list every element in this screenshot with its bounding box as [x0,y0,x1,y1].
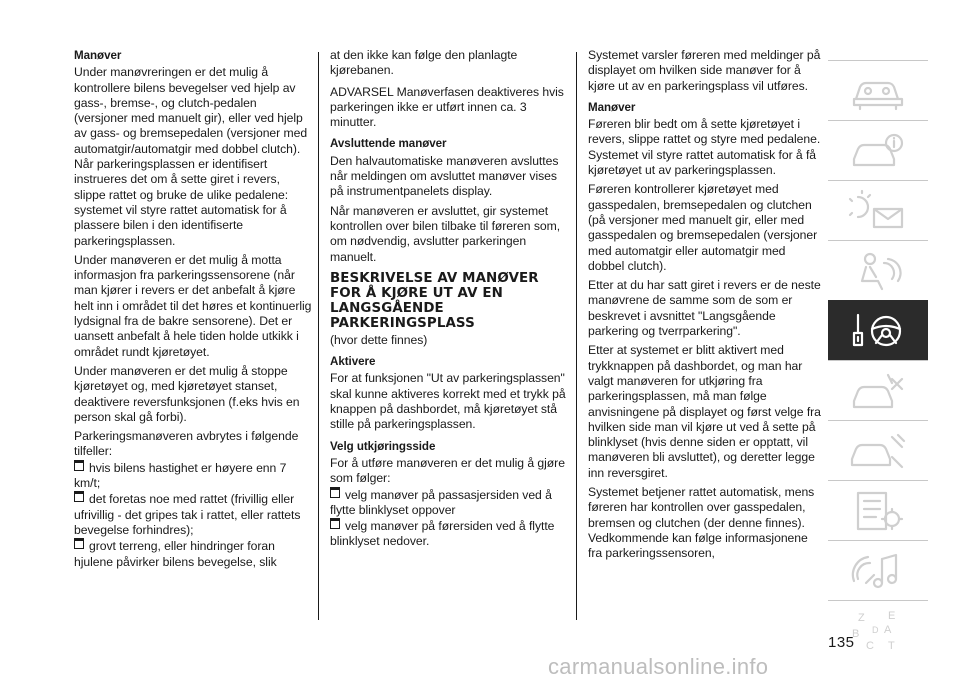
paragraph: Under manøvreringen er det mulig å kontrollere bilens bevegelser ved hjelp av gass-, bremse-, og clutch-pedalen (versjoner med manuelt gir), eller ved hjelp av gass- og bremsepedalen (versjoner med automatgir/automatgir med dobbel clutch). Når parkeringsplassen er identifisert instrueres det om å sette giret i revers, slippe rattet og bruke de ulike pedalene: systemet vil styre rattet automatisk for å plassere bilen i den identifiserte parkeringsplassen. [74,65,308,248]
paragraph: For at funksjonen "Ut av parkeringsplassen" skal kunne aktiveres korrekt med et trykk på knappen på dashbordet, må kjøretøyet stå stille på parkeringsplassen. [330,371,566,432]
svg-text:Z: Z [858,612,865,624]
bullet-icon [330,518,340,529]
tab-multimedia[interactable] [828,540,928,601]
tab-index[interactable] [828,600,928,661]
bullet-icon [74,491,84,502]
paragraph: at den ikke kan følge den planlagte kjørebanen. [330,48,518,78]
section-heading-activate: Aktivere [330,355,376,369]
paragraph: Systemet betjener rattet automatisk, mens føreren har kontrollen over gasspedalen, bremsen og clutchen (der denne finnes). Vedkommende kan følge informasjonene fra parkeringssensoren, [588,485,815,561]
svg-text:B: B [852,628,860,640]
specifications-icon [848,489,908,533]
section-heading-side: Velg utkjøringsside [330,439,436,453]
section-heading-manover: Manøver [588,100,636,114]
bullet-icon [74,538,84,549]
warning-text: ADVARSEL Manøverfasen deaktiveres hvis parkeringen ikke er utført innen ca. 3 minutter. [330,84,564,130]
paragraph: Når manøveren er avsluttet, gir systemet kontrollen over bilen tilbake til føreren som, om nødvendig, avslutter parkeringen manuelt. [330,203,561,264]
tab-lights-messages[interactable] [828,180,928,241]
watermark: carmanualsonline.info [548,654,769,679]
paragraph: Systemet varsler føreren med meldinger på displayet om hvilken side manøver for å kjøre ut av en parkeringsplass vil utføres. [588,48,821,93]
list-item: velg manøver på førersiden ved å flytte blinklyset nedover. [330,519,555,549]
tab-dashboard[interactable] [828,60,928,121]
paragraph: Under manøveren er det mulig å stoppe kjøretøyet og, med kjøretøyet stanset, deaktivere reversfunksjonen (f.eks hvis en person skal gå forbi). [74,363,300,424]
list-item: det foretas noe med rattet (frivillig eller ufrivillig - det gripes tak i rattet, eller rattets bevegelse forhindres); [74,492,301,537]
tab-safety[interactable] [828,240,928,301]
paragraph: Under manøveren er det mulig å motta informasjon fra parkeringssensorene (når man kjører i revers er det anbefalt å kjøre helt inn i området til det høres et kontinuerlig lydsignal fra de bakre sensorene). Det er uansett anbefalt å hele tiden holde utkikk i området rundt kjøretøyet. [74,252,312,359]
car-info-icon [848,129,908,173]
car-dashboard-icon [848,69,908,113]
car-crash-icon [848,369,908,413]
list-item: hvis bilens hastighet er høyere enn 7 km/t; [74,460,287,491]
svg-text:T: T [888,640,895,652]
svg-text:A: A [884,624,892,636]
tab-technical-data[interactable] [828,480,928,541]
list-item: velg manøver på passasjersiden ved å flytte blinklyset oppover [330,487,552,517]
tab-emergency[interactable] [828,360,928,421]
text-column-2 [330,48,568,550]
paragraph: Parkeringsmanøveren avbrytes i følgende tilfeller: [74,429,299,459]
column-divider [576,52,577,620]
paragraph: Føreren kontrollerer kjøretøyet med gasspedalen, bremsepedalen og clutchen (på versjoner med manuelt gir, eller med gasspedalen og bremsepedalen (versjoner med automatgir eller automatgir med dobbel clutch). [588,182,818,273]
svg-text:D: D [872,625,879,635]
text-column-1 [74,48,312,570]
tab-maintenance[interactable] [828,420,928,481]
svg-text:C: C [866,640,874,652]
column-divider [318,52,319,620]
multimedia-icon [848,549,908,593]
lights-mail-icon [848,189,908,233]
tab-starting-driving[interactable] [828,300,928,361]
paragraph: Etter at systemet er blitt aktivert med trykknappen på dashbordet, og man har valgt manøveren for utkjøring fra parkeringsplassen, må man følge anvisningene på displayet og først velge fra hvilken side man vil kjøre ut ved å sette på blinklyset (hvis denne siden er opptatt, vil manøveren bli avsluttet), og deretter legge inn reversgiret. [588,343,821,480]
paragraph: Den halvautomatiske manøveren avsluttes når meldingen om avsluttet manøver vises på instrumentpanelets display. [330,153,559,199]
car-tools-icon [848,429,908,473]
airbag-seat-icon [848,249,908,293]
paragraph: Etter at du har satt giret i revers er de neste manøvrene de samme som de som er beskrevet i avsnittet "Langsgående parkering og tverrparkering". [588,278,821,339]
section-heading-finish: Avsluttende manøver [330,137,447,151]
section-title: BESKRIVELSE AV MANØVER FOR Å KJØRE UT AV EN LANGSGÅENDE PARKERINGSPLASS [330,270,539,331]
page-number: 135 [828,634,855,651]
section-note: (hvor dette finnes) [330,332,428,347]
svg-text:E: E [888,610,896,622]
bullet-icon [330,487,340,498]
list-item: grovt terreng, eller hindringer foran hjulene påvirker bilens bevegelse, slik [74,539,277,569]
paragraph: Føreren blir bedt om å sette kjøretøyet i revers, slippe rattet og styre med pedalene. Systemet vil styre rattet automatisk for å få kjøretøyet ut av parkeringsplassen. [588,117,821,178]
section-heading-manover: Manøver [74,49,122,62]
tab-car-info[interactable] [828,120,928,181]
text-column-3 [588,48,822,566]
bullet-icon [74,460,84,471]
key-steering-wheel-icon [848,309,908,353]
paragraph: For å utføre manøveren er det mulig å gjøre som følger: [330,455,565,486]
